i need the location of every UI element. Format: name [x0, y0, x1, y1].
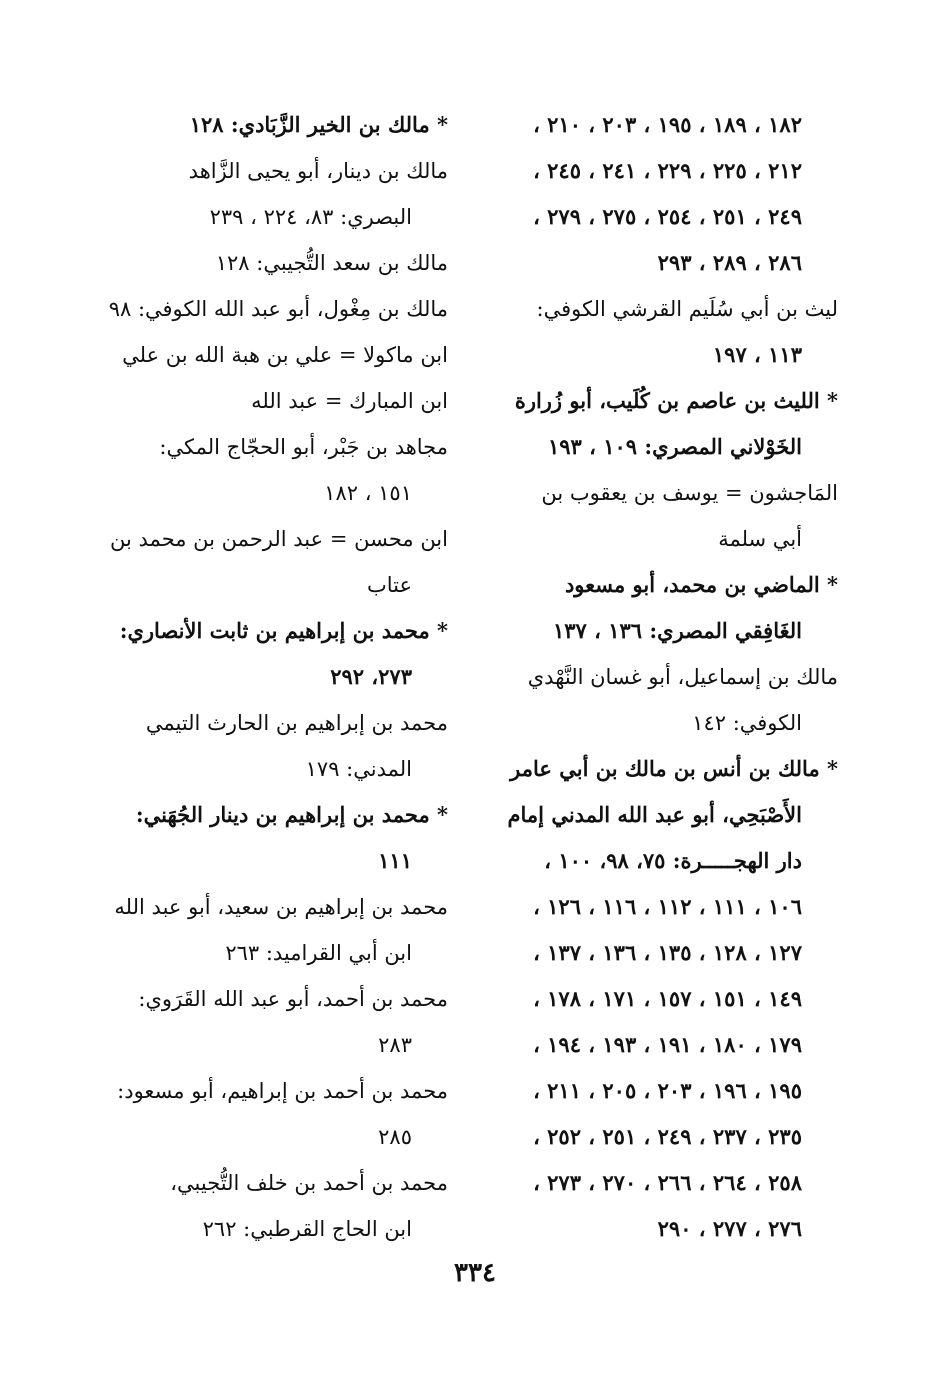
- index-line: ١٢٧ ، ١٢٨ ، ١٣٥ ، ١٣٦ ، ١٣٧ ،: [533, 940, 802, 965]
- index-line: ١٩٥ ، ١٩٦ ، ٢٠٣ ، ٢٠٥ ، ٢١١ ،: [533, 1078, 802, 1103]
- index-line: مالك بن مِغْول، أبو عبد الله الكوفي: ٩٨: [108, 297, 448, 321]
- index-line: * مالك بن الخير الزَّبَادي: ١٢٨: [189, 112, 448, 137]
- index-line: * الليث بن عاصم بن كُلَيب، أبو زُرارة: [514, 388, 838, 413]
- index-line: محمد بن إبراهيم بن الحارث التيمي: [145, 711, 448, 735]
- index-line: ١٠٦ ، ١١١ ، ١١٢ ، ١١٦ ، ١٢٦ ،: [533, 894, 802, 919]
- index-line: ١٤٩ ، ١٥١ ، ١٥٧ ، ١٧١ ، ١٧٨ ،: [533, 986, 802, 1011]
- index-line: ١١١: [378, 848, 412, 873]
- index-line: مالك بن دينار، أبو يحيى الزَّاهد: [188, 159, 448, 183]
- index-line: ٢٤٩ ، ٢٥١ ، ٢٥٤ ، ٢٧٥ ، ٢٧٩ ،: [533, 204, 802, 229]
- index-line: دار الهجـــــرة: ٧٥، ٩٨، ١٠٠ ،: [544, 848, 802, 873]
- index-line: ٢٧٣، ٢٩٢: [330, 664, 412, 689]
- index-line: محمد بن أحمد بن خلف التُّجيبي،: [170, 1171, 448, 1195]
- index-line: ١٥١ ، ١٨٢: [324, 481, 412, 505]
- index-line: محمد بن أحمد بن إبراهيم، أبو مسعود:: [117, 1079, 448, 1103]
- index-column-right: [493, 102, 838, 1252]
- index-line: الغَافِقي المصري: ١٣٦ ، ١٣٧: [552, 618, 802, 643]
- index-line: ٢٥٨ ، ٢٦٤ ، ٢٦٦ ، ٢٧٠ ، ٢٧٣ ،: [533, 1170, 802, 1195]
- index-line: مالك بن سعد التُّجيبي: ١٢٨: [215, 251, 448, 275]
- index-line: المدني: ١٧٩: [305, 757, 412, 781]
- index-line: ٢١٢ ، ٢٢٥ ، ٢٢٩ ، ٢٤١ ، ٢٤٥ ،: [533, 158, 802, 183]
- index-line: ١٧٩ ، ١٨٠ ، ١٩١ ، ١٩٣ ، ١٩٤ ،: [533, 1032, 802, 1057]
- index-line: أبي سلمة: [718, 527, 802, 551]
- index-line: مجاهد بن جَبْر، أبو الحجّاج المكي:: [159, 435, 448, 459]
- page-number: ٣٣٤: [454, 1258, 496, 1288]
- index-line: عتاب: [366, 573, 412, 597]
- index-line: المَاجشون = يوسف بن يعقوب بن: [541, 481, 838, 505]
- index-line: الخَوْلاني المصري: ١٠٩ ، ١٩٣: [547, 434, 802, 459]
- index-line: ابن المبارك = عبد الله: [251, 389, 448, 413]
- index-line: ابن ماكولا = علي بن هبة الله بن علي: [122, 343, 448, 367]
- index-line: ابن أبي القراميد: ٢٦٣: [225, 941, 412, 965]
- index-line: ٢٣٥ ، ٢٣٧ ، ٢٤٩ ، ٢٥١ ، ٢٥٢ ،: [533, 1124, 802, 1149]
- index-line: * محمد بن إبراهيم بن دينار الجُهَني:: [135, 802, 448, 827]
- index-line: محمد بن إبراهيم بن سعيد، أبو عبد الله: [114, 895, 448, 919]
- index-line: الأَصْبَحِي، أبو عبد الله المدني إمام: [507, 802, 802, 827]
- index-line: البصري: ٨٣، ٢٢٤ ، ٢٣٩: [209, 205, 412, 229]
- index-line: ١٨٢ ، ١٨٩ ، ١٩٥ ، ٢٠٣ ، ٢١٠ ،: [533, 112, 802, 137]
- index-line: الكوفي: ١٤٢: [692, 711, 802, 735]
- index-line: مالك بن إسماعيل، أبو غسان النَّهْدي: [527, 665, 838, 689]
- index-line: محمد بن أحمد، أبو عبد الله القَرَوي:: [138, 987, 448, 1011]
- index-line: * مالك بن أنس بن مالك بن أبي عامر: [510, 756, 838, 781]
- index-line: * محمد بن إبراهيم بن ثابت الأنصاري:: [119, 618, 448, 643]
- index-line: ٢٨٣: [378, 1033, 412, 1057]
- index-line: ابن محسن = عبد الرحمن بن محمد بن: [110, 527, 448, 551]
- index-line: ٢٨٦ ، ٢٨٩ ، ٢٩٣: [657, 250, 802, 275]
- index-line: * الماضي بن محمد، أبو مسعود: [564, 572, 838, 597]
- index-line: ١١٣ ، ١٩٧: [712, 342, 802, 367]
- index-column-left: [103, 102, 448, 1252]
- index-line: ابن الحاج القرطبي: ٢٦٢: [202, 1217, 412, 1241]
- index-line: ٢٨٥: [378, 1125, 412, 1149]
- index-line: ليث بن أبي سُلَيم القرشي الكوفي:: [536, 297, 838, 321]
- index-line: ٢٧٦ ، ٢٧٧ ، ٢٩٠: [657, 1216, 802, 1241]
